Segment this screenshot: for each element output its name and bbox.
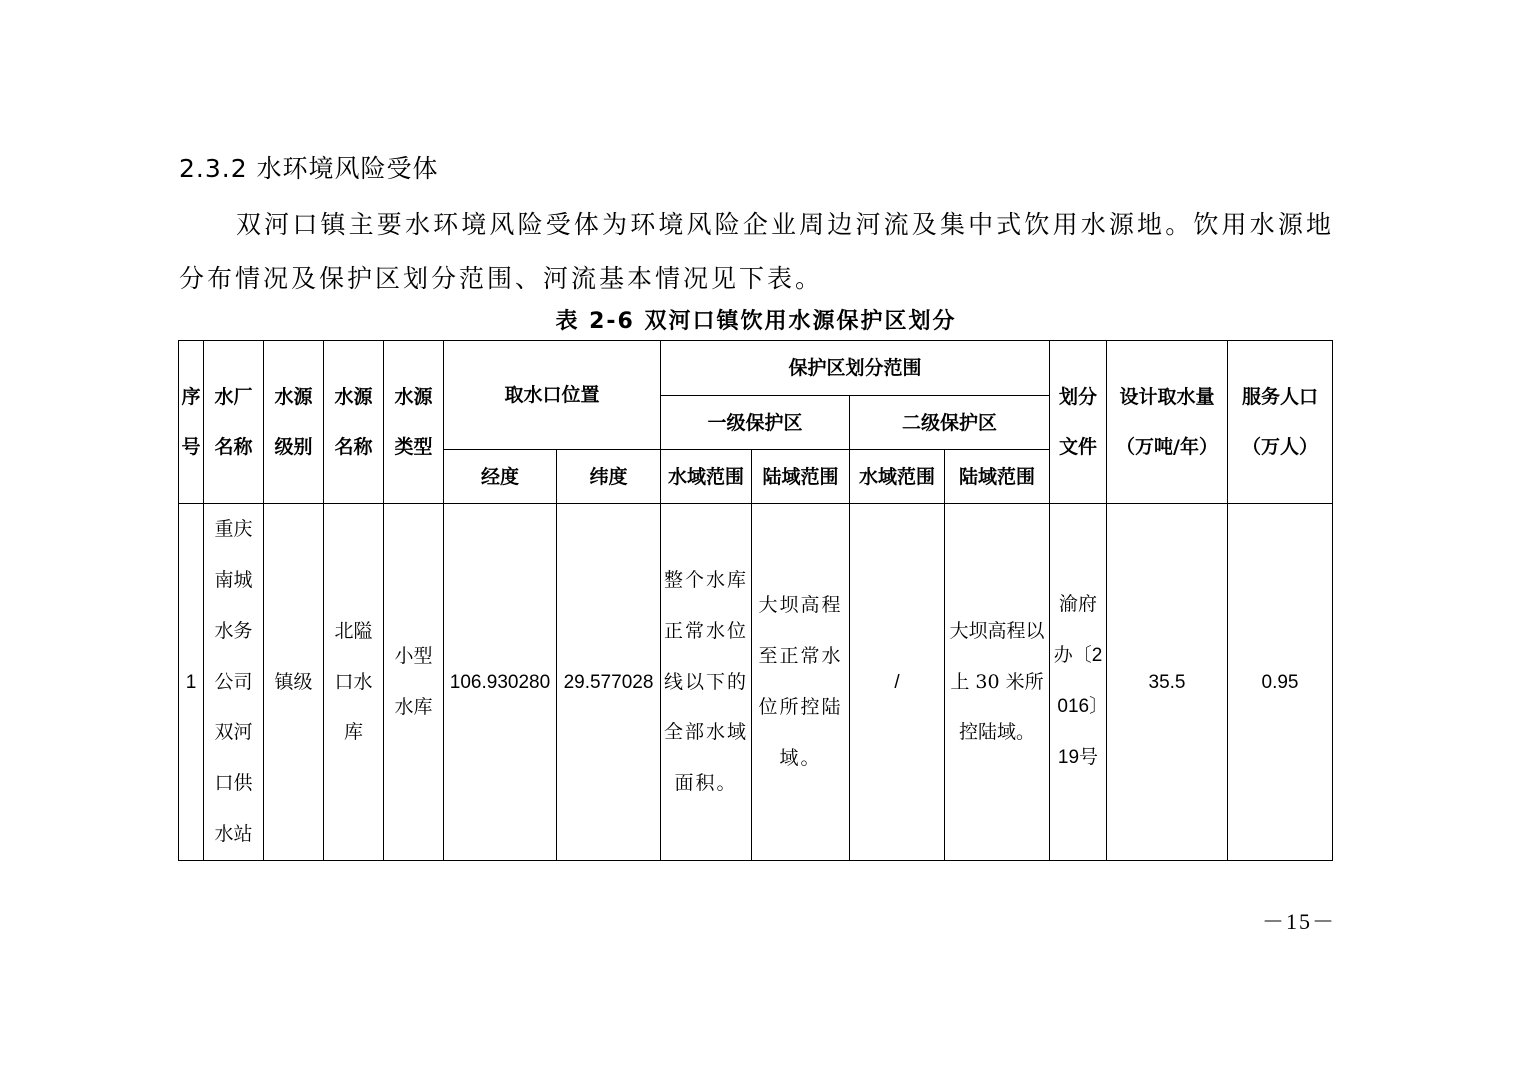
cell-document: 渝府办〔2016〕19号	[1050, 504, 1107, 861]
cell-primary-land: 大坝高程至正常水位所控陆域。	[752, 504, 850, 861]
cell-population: 0.95	[1228, 504, 1333, 861]
header-protection: 保护区划分范围	[661, 341, 1050, 396]
body-paragraph: 双河口镇主要水环境风险受体为环境风险企业周边河流及集中式饮用水源地。饮用水源地分布情况及保护区划分范围、河流基本情况见下表。	[179, 210, 1334, 293]
header-document: 划分文件	[1050, 341, 1107, 504]
header-seq: 序号	[179, 341, 204, 504]
cell-secondary-water: /	[850, 504, 945, 861]
cell-primary-water: 整个水库正常水位线以下的全部水域面积。	[661, 504, 752, 861]
cell-source-name: 北隘口水库	[324, 504, 384, 861]
section-heading: 2.3.2 水环境风险受体	[179, 154, 439, 183]
header-source-name: 水源名称	[324, 341, 384, 504]
header-source-type: 水源类型	[384, 341, 444, 504]
header-intake: 取水口位置	[444, 341, 661, 450]
header-longitude: 经度	[444, 450, 557, 504]
header-level: 水源级别	[264, 341, 324, 504]
cell-secondary-land: 大坝高程以上 30 米所控陆域。	[945, 504, 1050, 861]
header-primary-land: 陆域范围	[752, 450, 850, 504]
table-caption: 表 2-6 双河口镇饮用水源保护区划分	[555, 309, 957, 334]
page-number: －15－	[1262, 909, 1337, 934]
header-primary-water: 水域范围	[661, 450, 752, 504]
cell-seq: 1	[179, 504, 204, 861]
cell-latitude: 29.577028	[557, 504, 661, 861]
header-secondary-water: 水域范围	[850, 450, 945, 504]
water-source-table	[178, 340, 1333, 861]
cell-level: 镇级	[264, 504, 324, 861]
header-secondary-land: 陆域范围	[945, 450, 1050, 504]
header-latitude: 纬度	[557, 450, 661, 504]
header-population: 服务人口（万人）	[1228, 341, 1333, 504]
header-plant: 水厂名称	[204, 341, 264, 504]
table-row	[179, 504, 1333, 861]
cell-longitude: 106.930280	[444, 504, 557, 861]
header-primary: 一级保护区	[661, 396, 850, 450]
cell-source-type: 小型水库	[384, 504, 444, 861]
header-capacity: 设计取水量（万吨/年）	[1107, 341, 1228, 504]
cell-plant: 重庆南城水务公司双河口供水站	[204, 504, 264, 861]
cell-capacity: 35.5	[1107, 504, 1228, 861]
header-secondary: 二级保护区	[850, 396, 1050, 450]
